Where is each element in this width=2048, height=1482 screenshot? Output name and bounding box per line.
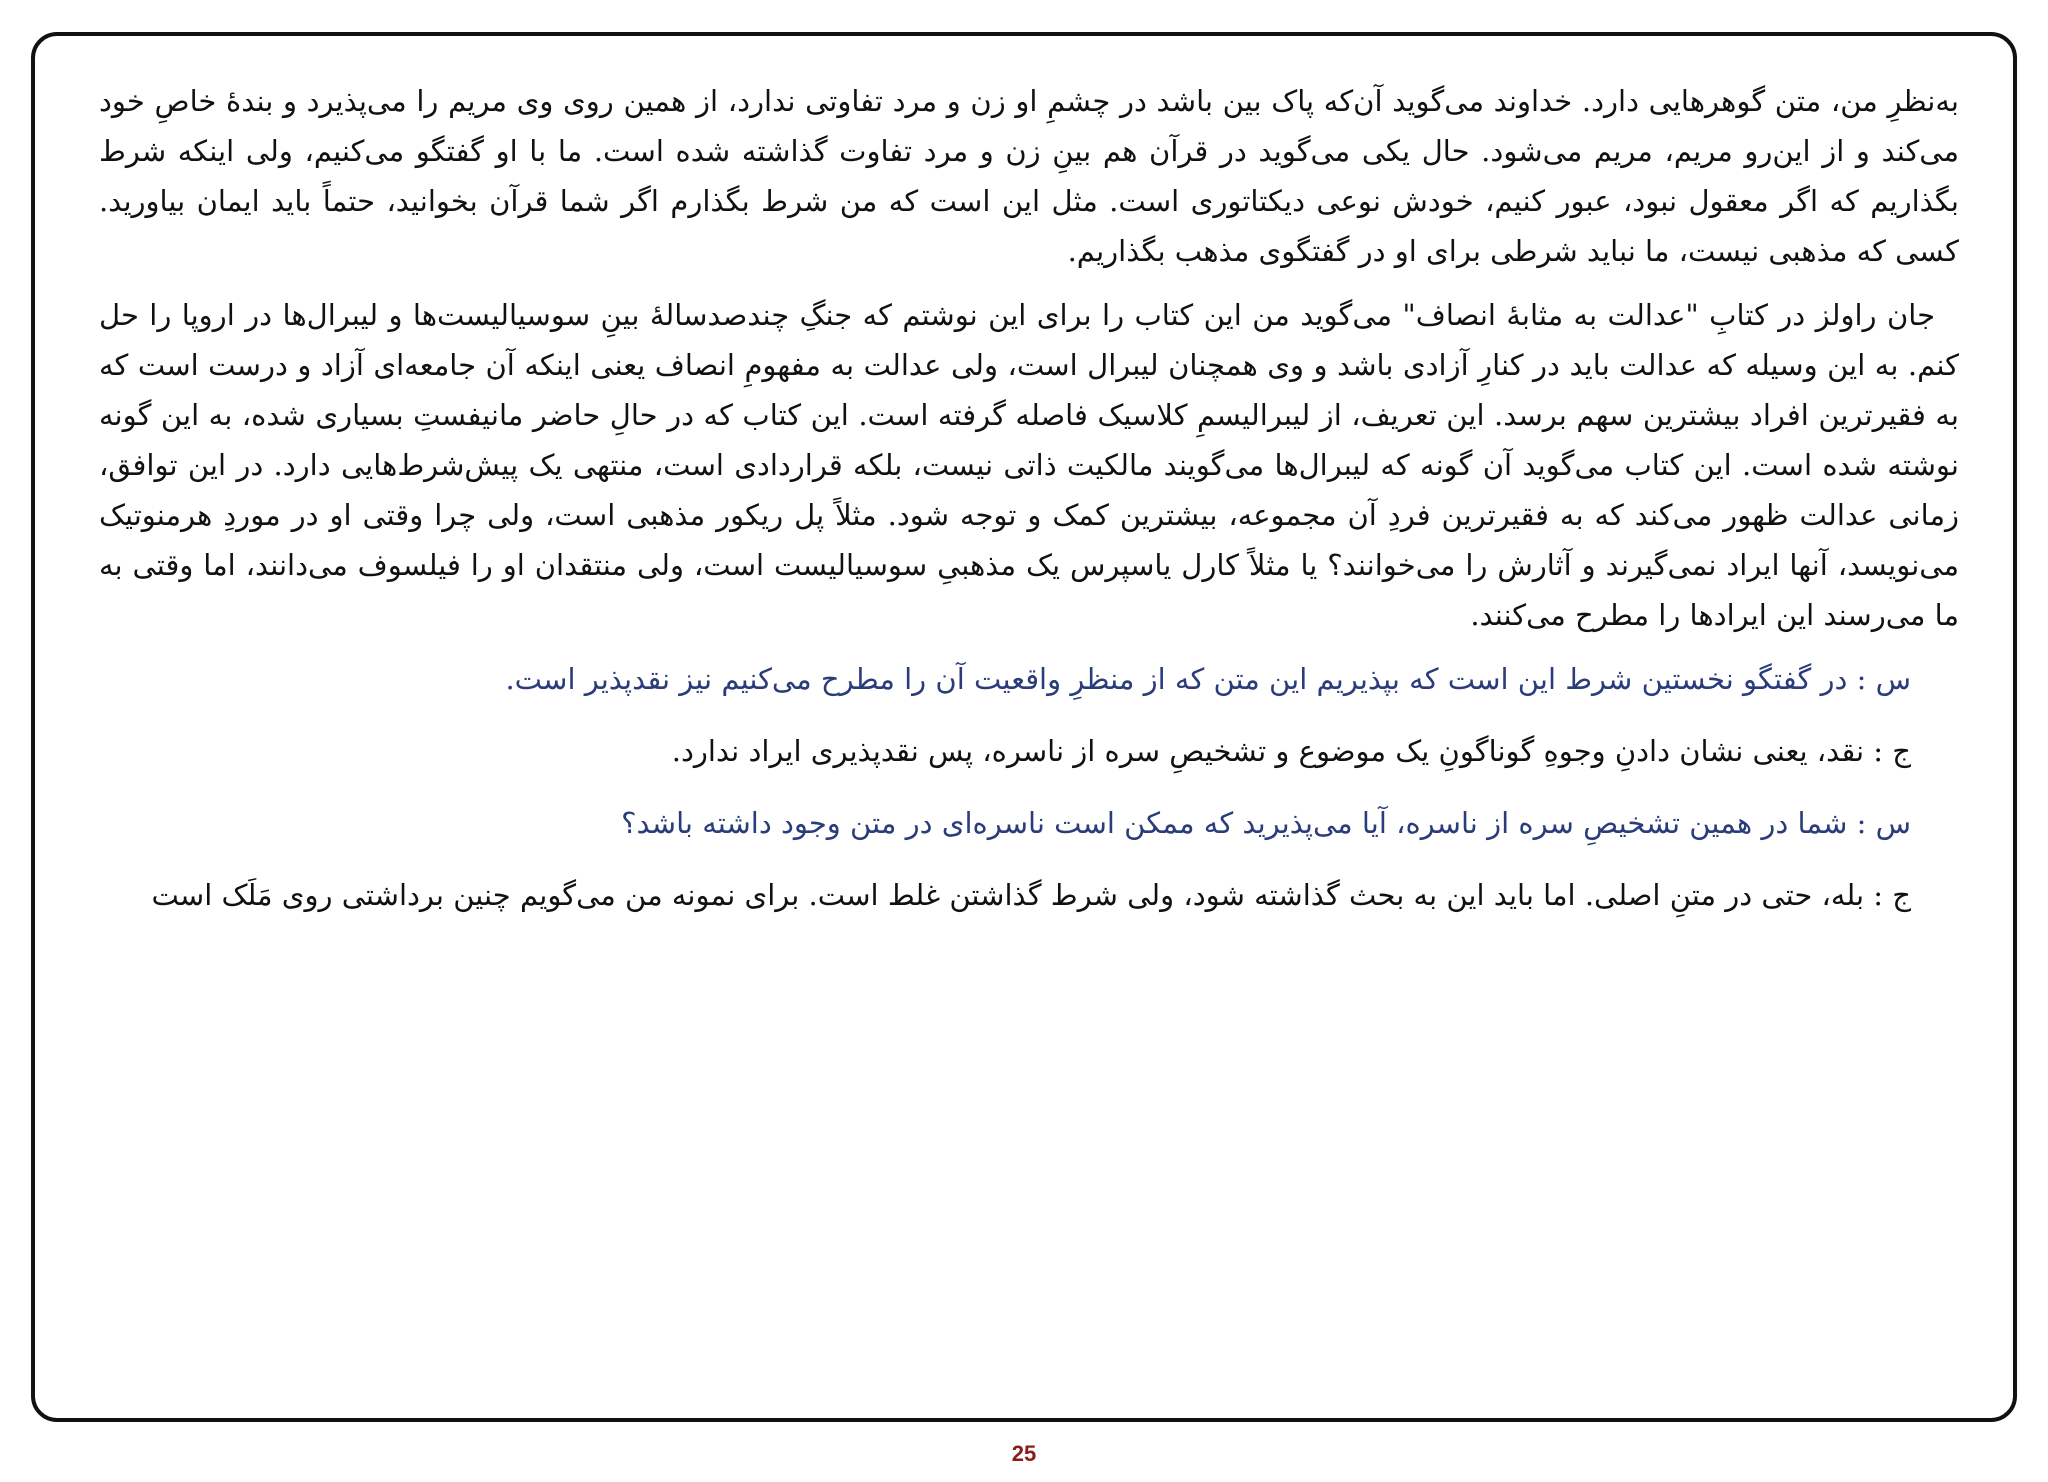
paragraph-2: جان راولز در کتابِ "عدالت به مثابهٔ انصاف" می‌گوید من این کتاب را برای این نوشتم که جنگِ چندصدسالهٔ بینِ سوسیالیست‌ها و لیبرال‌ها در اروپا را حل کنم. به این وسیله که عدالت باید در کنارِ آزادی باشد و وی همچنان لیبرال است، ولی عدالت به مفهومِ انصاف یعنی اینکه آن جامعه‌ای آزاد و درست است که به فقیرترین افراد بیشترین سهم برسد. این تعریف، از لیبرالیسمِ کلاسیک فاصله گرفته است. این کتاب که در حالِ حاضر مانیفستِ بسیاری شده، به این گونه نوشته شده است. این کتاب می‌گوید آن گونه که لیبرال‌ها می‌گویند مالکیت ذاتی نیست، بلکه قراردادی است، منتهی یک پیش‌شرط‌هایی دارد. در این توافق، زمانی عدالت ظهور می‌کند که به فقیرترین فردِ آن مجموعه، بیشترین کمک و توجه شود. مثلاً پل ریکور مذهبی است، ولی چرا وقتی او در موردِ هرمنوتیک می‌نویسد، آنها ایراد نمی‌گیرند و آثارش را می‌خوانند؟ یا مثلاً کارل یاسپرس یک مذهبیِ سوسیالیست است، ولی منتقدان او را فیلسوف می‌دانند، اما وقتی به ما می‌رسند این ایرادها را مطرح می‌کنند. [99,298,1959,632]
answer-1: ج : نقد، یعنی نشان دادنِ وجوهِ گوناگونِ یک موضوع و تشخیصِ سره از ناسره، پس نقدپذیری ایراد ندارد. [671,734,1911,768]
answer-2: ج : بله، حتی در متنِ اصلی. اما باید این به بحث گذاشته شود، ولی شرط گذاشتن غلط است. برای نمونه من می‌گویم چنین برداشتی روی مَلَک است [151,878,1911,912]
page-body [99,76,1959,920]
question-2: س : شما در همین تشخیصِ سره از ناسره، آیا می‌پذیرید که ممکن است ناسره‌ای در متن وجود داشته باشد؟ [621,806,1911,840]
paragraph-1: به‌نظرِ من، متن گوهرهایی دارد. خداوند می‌گوید آن‌که پاک بین باشد در چشمِ او زن و مرد تفاوتی ندارد، از همین روی وی مریم را می‌پذیرد و بندهٔ خاصِ خود می‌کند و از این‌رو مریم، مریم می‌شود. حال یکی می‌گوید در قرآن هم بینِ زن و مرد تفاوت گذاشته شده است. ما با او گفتگو می‌کنیم، ولی اینکه شرط بگذاریم که اگر معقول نبود، عبور کنیم، خودش نوعی دیکتاتوری است. مثل این است که من شرط بگذارم اگر شما قرآن بخوانید، حتماً باید ایمان بیاورید. کسی که مذهبی نیست، ما نباید شرطی برای او در گفتگوی مذهب بگذاریم. [99,84,1959,268]
page-number: 25 [1011,1441,1037,1466]
question-1: س : در گفتگو نخستین شرط این است که بپذیریم این متن که از منظرِ واقعیت آن را مطرح می‌کنیم نیز نقدپذیر است. [505,662,1911,696]
